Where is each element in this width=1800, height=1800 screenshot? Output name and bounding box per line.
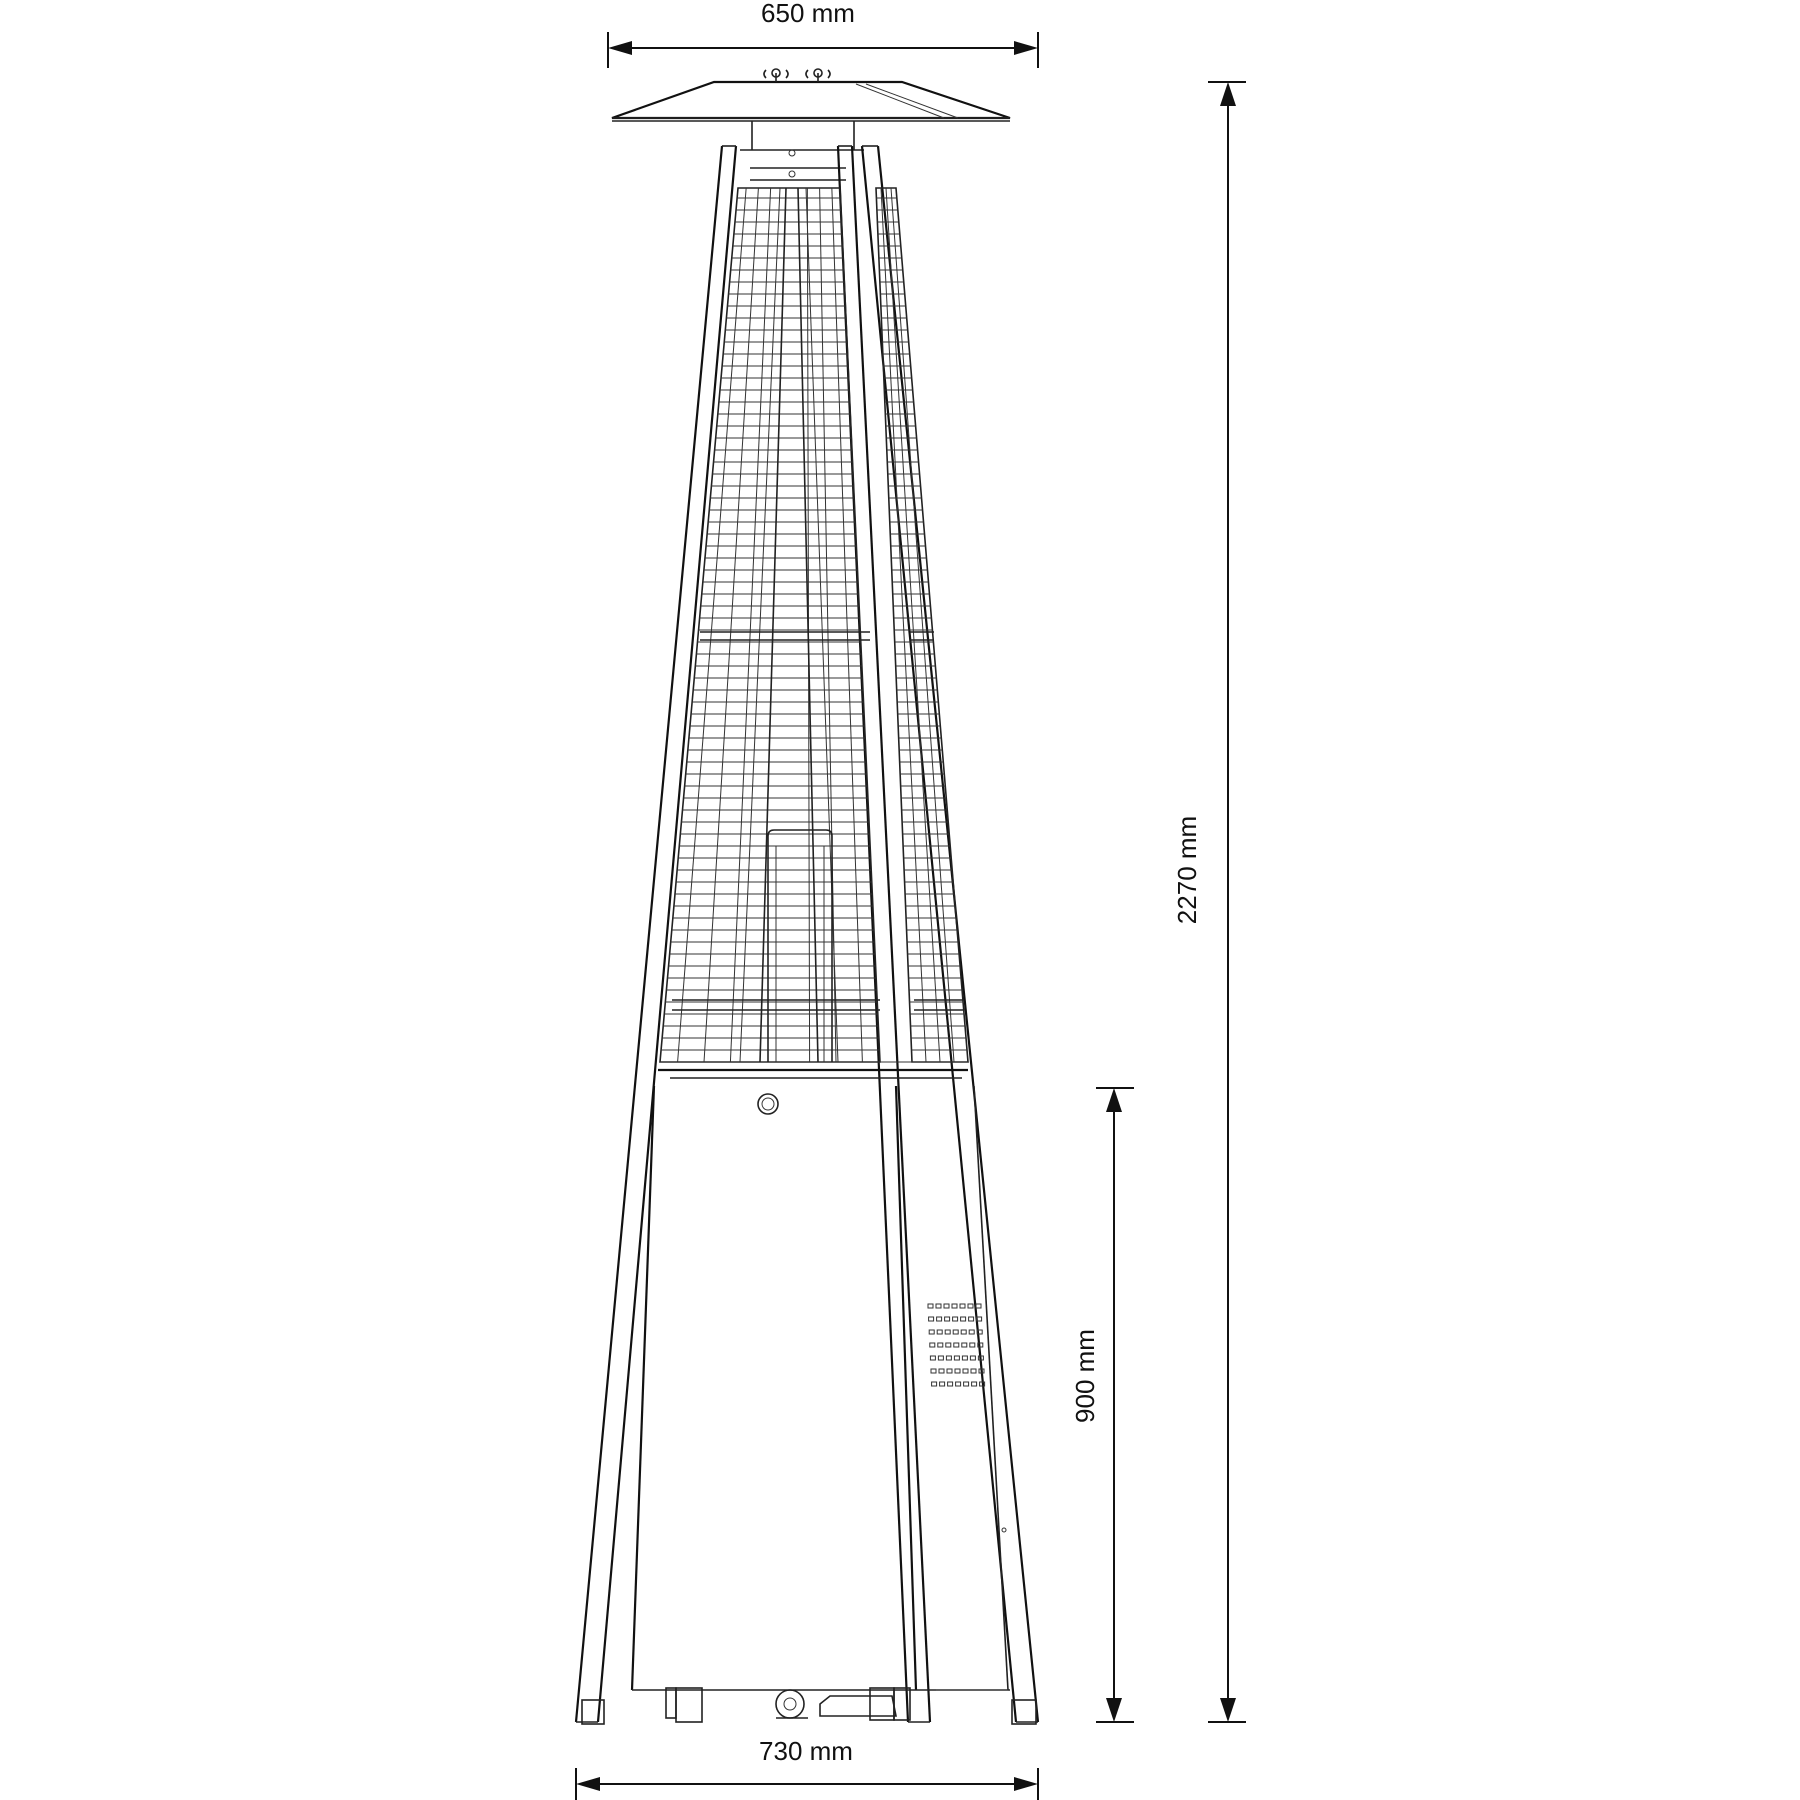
vent-hole <box>930 1343 935 1347</box>
wheel-icon <box>776 1690 804 1718</box>
vent-hole <box>929 1317 934 1321</box>
top-width-label: 650 mm <box>761 0 855 28</box>
reflector-hood <box>612 69 1010 121</box>
vent-hole <box>928 1304 933 1308</box>
vent-hole <box>931 1369 936 1373</box>
vent-hole <box>946 1356 951 1360</box>
patio-heater <box>576 69 1038 1724</box>
wing-nuts <box>764 69 830 82</box>
dimension-total-height <box>1172 82 1246 1722</box>
vent-hole <box>969 1330 974 1334</box>
frame-legs <box>576 146 1038 1724</box>
vent-hole <box>944 1304 949 1308</box>
vent-hole <box>964 1382 969 1386</box>
vent-hole <box>938 1356 943 1360</box>
vent-hole <box>969 1317 974 1321</box>
vent-hole <box>970 1343 975 1347</box>
vent-hole <box>940 1382 945 1386</box>
guard-wire-vertical <box>881 188 926 1062</box>
vent-hole <box>961 1330 966 1334</box>
vent-hole <box>937 1317 942 1321</box>
base-housing <box>632 1070 1010 1690</box>
vent-hole <box>948 1382 953 1386</box>
vent-hole <box>952 1304 957 1308</box>
base-height-label: 900 mm <box>1070 1329 1100 1423</box>
vent-hole <box>961 1317 966 1321</box>
vent-hole <box>930 1356 935 1360</box>
vent-hole <box>960 1304 965 1308</box>
vent-hole <box>962 1343 967 1347</box>
vent-hole <box>956 1382 961 1386</box>
total-height-label: 2270 mm <box>1172 815 1202 925</box>
dimension-base-width <box>576 1736 1038 1800</box>
vent-hole <box>936 1304 941 1308</box>
vent-hole <box>976 1304 981 1308</box>
guard-wire-vertical <box>891 188 954 1062</box>
vent-hole <box>953 1330 958 1334</box>
vent-hole <box>938 1343 943 1347</box>
dimension-top-width <box>608 0 1038 68</box>
ignition-button-icon <box>758 1094 778 1114</box>
vent-hole <box>947 1369 952 1373</box>
vent-hole <box>968 1304 973 1308</box>
vent-hole <box>946 1343 951 1347</box>
vent-hole <box>939 1369 944 1373</box>
vent-hole <box>971 1369 976 1373</box>
base-width-label: 730 mm <box>759 1736 853 1766</box>
vent-hole <box>932 1382 937 1386</box>
vent-hole <box>954 1356 959 1360</box>
guard-wire-vertical <box>832 188 863 1062</box>
vent-hole <box>963 1369 968 1373</box>
vent-hole <box>929 1330 934 1334</box>
base-feet <box>666 1688 910 1722</box>
vent-hole <box>945 1330 950 1334</box>
dimension-base-height <box>1070 1088 1134 1722</box>
vent-hole <box>972 1382 977 1386</box>
vent-hole <box>955 1369 960 1373</box>
vent-hole <box>953 1317 958 1321</box>
vent-hole <box>954 1343 959 1347</box>
vent-hole <box>970 1356 975 1360</box>
top-cap <box>740 121 864 180</box>
vent-hole <box>937 1330 942 1334</box>
vent-hole <box>945 1317 950 1321</box>
glass-tube <box>740 188 838 1062</box>
vent-hole <box>962 1356 967 1360</box>
